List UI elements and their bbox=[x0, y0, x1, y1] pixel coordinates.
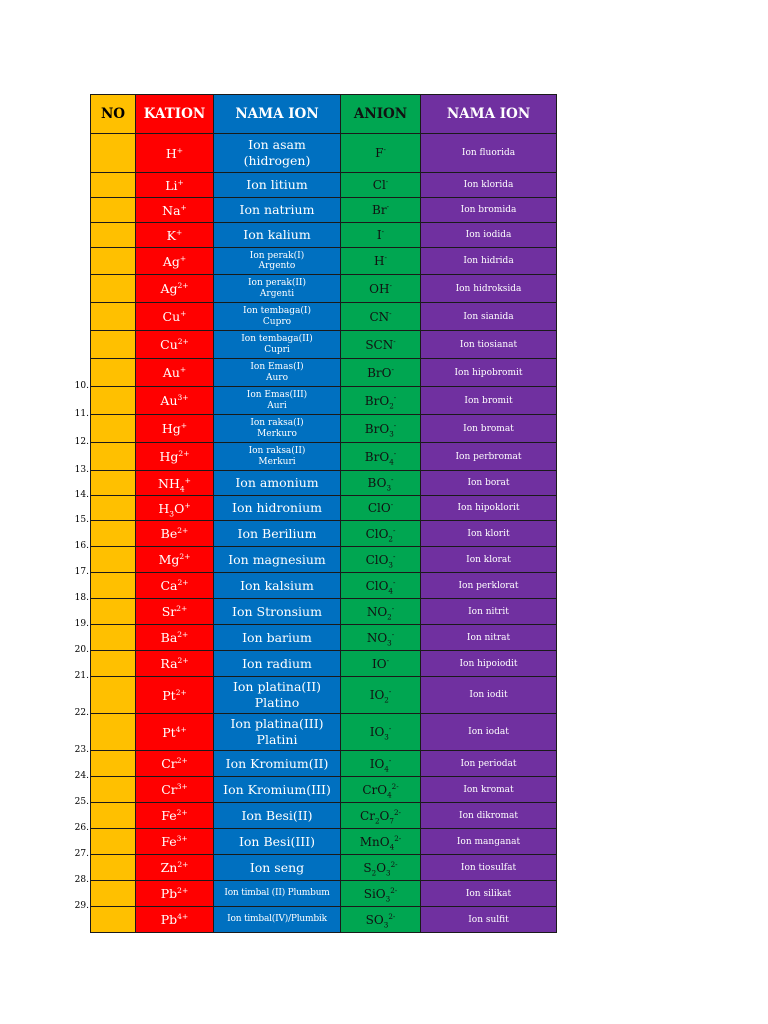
cell-kation: Li+ bbox=[136, 173, 214, 198]
header-nama-ion-kation: NAMA ION bbox=[214, 95, 341, 134]
cell-no bbox=[91, 714, 136, 751]
cell-no bbox=[91, 751, 136, 777]
cell-nama-ion-kation: Ion magnesium bbox=[214, 547, 341, 573]
row-number: 18. bbox=[74, 593, 89, 603]
cell-no bbox=[91, 415, 136, 443]
cell-nama-ion-anion: Ion bromida bbox=[421, 198, 557, 223]
cell-no bbox=[91, 223, 136, 248]
cell-kation: $Cr^{2+}$ bbox=[136, 751, 214, 777]
ion-table bbox=[90, 94, 557, 933]
cell-nama-ion-anion: Ion nitrit bbox=[421, 599, 557, 625]
cell-no bbox=[91, 173, 136, 198]
cell-nama-ion-anion: Ion dikromat bbox=[421, 803, 557, 829]
row-number: 16. bbox=[74, 541, 89, 551]
cell-nama-ion-kation: Ion raksa(II) Merkuri bbox=[214, 443, 341, 471]
cell-anion: IO- bbox=[341, 651, 421, 677]
table-row bbox=[91, 599, 557, 625]
cell-no bbox=[91, 359, 136, 387]
cell-kation: $Ra^{2+}$ bbox=[136, 651, 214, 677]
row-number: 26. bbox=[74, 823, 89, 833]
cell-nama-ion-kation: Ion platina(III) Platini bbox=[214, 714, 341, 751]
cell-kation: $Sr^{2+}$ bbox=[136, 599, 214, 625]
table-row bbox=[91, 387, 557, 415]
cell-nama-ion-kation: Ion Berilium bbox=[214, 521, 341, 547]
cell-nama-ion-anion: Ion hidrida bbox=[421, 248, 557, 275]
cell-anion: $IO_2^-$ bbox=[341, 677, 421, 714]
cell-anion: BrO- bbox=[341, 359, 421, 387]
cell-anion: BrO$_2$- bbox=[341, 387, 421, 415]
cell-anion: OH- bbox=[341, 275, 421, 303]
table-row bbox=[91, 547, 557, 573]
cell-nama-ion-kation: Ion Emas(I) Auro bbox=[214, 359, 341, 387]
table-row bbox=[91, 881, 557, 907]
cell-kation: Na+ bbox=[136, 198, 214, 223]
cell-nama-ion-anion: Ion perbromat bbox=[421, 443, 557, 471]
cell-kation: H+ bbox=[136, 134, 214, 173]
cell-no bbox=[91, 881, 136, 907]
cell-nama-ion-anion: Ion iodida bbox=[421, 223, 557, 248]
cell-nama-ion-anion: Ion hipoiodit bbox=[421, 651, 557, 677]
cell-anion: $NO_3^-$ bbox=[341, 625, 421, 651]
cell-nama-ion-anion: Ion tiosulfat bbox=[421, 855, 557, 881]
cell-kation: $Pt^{2+}$ bbox=[136, 677, 214, 714]
cell-anion: F- bbox=[341, 134, 421, 173]
cell-kation: $Fe^{3+}$ bbox=[136, 829, 214, 855]
table-row bbox=[91, 198, 557, 223]
cell-no bbox=[91, 777, 136, 803]
cell-nama-ion-kation: Ion tembaga(I) Cupro bbox=[214, 303, 341, 331]
cell-no bbox=[91, 829, 136, 855]
cell-anion: $BO_3^-$ bbox=[341, 471, 421, 496]
cell-no bbox=[91, 331, 136, 359]
table-row bbox=[91, 855, 557, 881]
cell-no bbox=[91, 134, 136, 173]
header-kation: KATION bbox=[136, 95, 214, 134]
row-number: 24. bbox=[74, 771, 89, 781]
cell-anion: ClO$_4$- bbox=[341, 573, 421, 599]
cell-nama-ion-kation: Ion radium bbox=[214, 651, 341, 677]
cell-kation: K+ bbox=[136, 223, 214, 248]
header-no: NO bbox=[91, 95, 136, 134]
cell-kation: $Hg^{2+}$ bbox=[136, 443, 214, 471]
cell-anion: SiO$_3^{2-}$ bbox=[341, 881, 421, 907]
table-row bbox=[91, 573, 557, 599]
table-row bbox=[91, 714, 557, 751]
cell-no bbox=[91, 803, 136, 829]
cell-nama-ion-anion: Ion periodat bbox=[421, 751, 557, 777]
table-row bbox=[91, 521, 557, 547]
cell-no bbox=[91, 677, 136, 714]
row-number: 28. bbox=[74, 875, 89, 885]
cell-nama-ion-anion: Ion nitrat bbox=[421, 625, 557, 651]
cell-no bbox=[91, 521, 136, 547]
cell-anion: Cl- bbox=[341, 173, 421, 198]
cell-kation: $Fe^{2+}$ bbox=[136, 803, 214, 829]
cell-anion: I- bbox=[341, 223, 421, 248]
cell-nama-ion-kation: Ion platina(II) Platino bbox=[214, 677, 341, 714]
cell-kation: $Pt^{4+}$ bbox=[136, 714, 214, 751]
row-number: 17. bbox=[74, 567, 89, 577]
cell-nama-ion-kation: Ion hidronium bbox=[214, 496, 341, 521]
cell-nama-ion-anion: Ion iodat bbox=[421, 714, 557, 751]
cell-nama-ion-kation: Ion Besi(II) bbox=[214, 803, 341, 829]
cell-kation: $Mg^{2+}$ bbox=[136, 547, 214, 573]
cell-anion: ClO$_3$- bbox=[341, 547, 421, 573]
cell-nama-ion-anion: Ion iodit bbox=[421, 677, 557, 714]
cell-kation: $Pb^{4+}$ bbox=[136, 907, 214, 933]
cell-kation: $Ba^{2+}$ bbox=[136, 625, 214, 651]
cell-nama-ion-kation: Ion perak(II) Argenti bbox=[214, 275, 341, 303]
cell-kation: $NH_4^+$ bbox=[136, 471, 214, 496]
cell-anion: ClO$_2$- bbox=[341, 521, 421, 547]
cell-no bbox=[91, 573, 136, 599]
cell-nama-ion-kation: Ion tembaga(II) Cupri bbox=[214, 331, 341, 359]
cell-nama-ion-anion: Ion sulfit bbox=[421, 907, 557, 933]
cell-anion: SCN- bbox=[341, 331, 421, 359]
row-number: 11. bbox=[74, 409, 89, 419]
cell-nama-ion-anion: Ion hidroksida bbox=[421, 275, 557, 303]
row-number: 23. bbox=[74, 745, 89, 755]
row-number: 15. bbox=[74, 515, 89, 525]
cell-nama-ion-anion: Ion hipoklorit bbox=[421, 496, 557, 521]
cell-kation: $H_3O^+$ bbox=[136, 496, 214, 521]
table-row bbox=[91, 803, 557, 829]
row-number: 14. bbox=[74, 490, 89, 500]
cell-anion: $IO_3^-$ bbox=[341, 714, 421, 751]
table-row bbox=[91, 777, 557, 803]
cell-nama-ion-kation: Ion Besi(III) bbox=[214, 829, 341, 855]
cell-anion: CrO$_4^{2-}$ bbox=[341, 777, 421, 803]
cell-anion: Br- bbox=[341, 198, 421, 223]
cell-anion: MnO$_4^{2-}$ bbox=[341, 829, 421, 855]
cell-no bbox=[91, 248, 136, 275]
table-row bbox=[91, 248, 557, 275]
cell-nama-ion-kation: Ion barium bbox=[214, 625, 341, 651]
cell-nama-ion-anion: Ion silikat bbox=[421, 881, 557, 907]
cell-anion: $Cr_2O_7^{2-}$ bbox=[341, 803, 421, 829]
cell-no bbox=[91, 496, 136, 521]
cell-kation: $Zn^{2+}$ bbox=[136, 855, 214, 881]
cell-nama-ion-kation: Ion litium bbox=[214, 173, 341, 198]
cell-no bbox=[91, 443, 136, 471]
table-row bbox=[91, 173, 557, 198]
cell-no bbox=[91, 855, 136, 881]
row-number: 27. bbox=[74, 849, 89, 859]
table-row bbox=[91, 496, 557, 521]
cell-kation: $Be^{2+}$ bbox=[136, 521, 214, 547]
cell-kation: $Au^{3+}$ bbox=[136, 387, 214, 415]
cell-anion: BrO$_4$- bbox=[341, 443, 421, 471]
cell-anion: BrO$_3$- bbox=[341, 415, 421, 443]
row-number: 10. bbox=[74, 381, 89, 391]
table-row bbox=[91, 907, 557, 933]
cell-nama-ion-anion: Ion perklorat bbox=[421, 573, 557, 599]
cell-nama-ion-kation: Ion Emas(III) Auri bbox=[214, 387, 341, 415]
row-number: 21. bbox=[74, 671, 89, 681]
row-number: 20. bbox=[74, 645, 89, 655]
table-row bbox=[91, 677, 557, 714]
table-row bbox=[91, 331, 557, 359]
cell-nama-ion-anion: Ion klorat bbox=[421, 547, 557, 573]
cell-anion: H- bbox=[341, 248, 421, 275]
cell-no bbox=[91, 907, 136, 933]
row-number: 12. bbox=[74, 437, 89, 447]
cell-anion: $IO_4^-$ bbox=[341, 751, 421, 777]
cell-no bbox=[91, 275, 136, 303]
cell-anion: $S_2O_3^{2-}$ bbox=[341, 855, 421, 881]
cell-kation: $Pb^{2+}$ bbox=[136, 881, 214, 907]
cell-nama-ion-kation: Ion timbal (II) Plumbum bbox=[214, 881, 341, 907]
cell-no bbox=[91, 651, 136, 677]
row-number: 25. bbox=[74, 797, 89, 807]
table-row bbox=[91, 275, 557, 303]
cell-no bbox=[91, 303, 136, 331]
table-row bbox=[91, 751, 557, 777]
cell-nama-ion-anion: Ion sianida bbox=[421, 303, 557, 331]
cell-nama-ion-kation: Ion raksa(I) Merkuro bbox=[214, 415, 341, 443]
cell-anion: ClO- bbox=[341, 496, 421, 521]
table-row bbox=[91, 303, 557, 331]
header-anion: ANION bbox=[341, 95, 421, 134]
cell-nama-ion-anion: Ion fluorida bbox=[421, 134, 557, 173]
cell-no bbox=[91, 198, 136, 223]
table-row bbox=[91, 223, 557, 248]
cell-nama-ion-anion: Ion tiosianat bbox=[421, 331, 557, 359]
cell-nama-ion-kation: Ion timbal(IV)/Plumbik bbox=[214, 907, 341, 933]
cell-nama-ion-anion: Ion klorida bbox=[421, 173, 557, 198]
cell-kation: Au+ bbox=[136, 359, 214, 387]
table-row bbox=[91, 651, 557, 677]
cell-nama-ion-kation: Ion kalium bbox=[214, 223, 341, 248]
cell-anion: $SO_3^{2-}$ bbox=[341, 907, 421, 933]
cell-no bbox=[91, 471, 136, 496]
table-row bbox=[91, 471, 557, 496]
cell-nama-ion-anion: Ion hipobromit bbox=[421, 359, 557, 387]
row-number: 22. bbox=[74, 708, 89, 718]
row-number: 29. bbox=[74, 901, 89, 911]
header-nama-ion-anion: NAMA ION bbox=[421, 95, 557, 134]
table-row bbox=[91, 829, 557, 855]
table-body bbox=[91, 134, 557, 933]
cell-nama-ion-anion: Ion borat bbox=[421, 471, 557, 496]
cell-no bbox=[91, 625, 136, 651]
cell-kation: Hg+ bbox=[136, 415, 214, 443]
table-row bbox=[91, 443, 557, 471]
row-number: 13. bbox=[74, 465, 89, 475]
cell-nama-ion-kation: Ion amonium bbox=[214, 471, 341, 496]
cell-nama-ion-anion: Ion bromit bbox=[421, 387, 557, 415]
cell-kation: $Cu^{2+}$ bbox=[136, 331, 214, 359]
cell-nama-ion-kation: Ion kalsium bbox=[214, 573, 341, 599]
header-row bbox=[91, 95, 557, 134]
cell-no bbox=[91, 599, 136, 625]
row-number: 19. bbox=[74, 619, 89, 629]
cell-nama-ion-kation: Ion seng bbox=[214, 855, 341, 881]
cell-nama-ion-kation: Ion perak(I) Argento bbox=[214, 248, 341, 275]
cell-kation: $Ca^{2+}$ bbox=[136, 573, 214, 599]
cell-anion: CN- bbox=[341, 303, 421, 331]
cell-nama-ion-anion: Ion manganat bbox=[421, 829, 557, 855]
table-row bbox=[91, 415, 557, 443]
table-row bbox=[91, 359, 557, 387]
table-row bbox=[91, 625, 557, 651]
cell-no bbox=[91, 547, 136, 573]
cell-kation: Cu+ bbox=[136, 303, 214, 331]
cell-anion: $NO_2^-$ bbox=[341, 599, 421, 625]
cell-nama-ion-kation: Ion asam (hidrogen) bbox=[214, 134, 341, 173]
cell-kation: $Ag^{2+}$ bbox=[136, 275, 214, 303]
cell-nama-ion-kation: Ion Kromium(III) bbox=[214, 777, 341, 803]
cell-kation: $Cr^{3+}$ bbox=[136, 777, 214, 803]
cell-no bbox=[91, 387, 136, 415]
cell-nama-ion-anion: Ion bromat bbox=[421, 415, 557, 443]
cell-nama-ion-anion: Ion kromat bbox=[421, 777, 557, 803]
cell-nama-ion-kation: Ion Stronsium bbox=[214, 599, 341, 625]
cell-nama-ion-kation: Ion Kromium(II) bbox=[214, 751, 341, 777]
cell-nama-ion-anion: Ion klorit bbox=[421, 521, 557, 547]
table-row bbox=[91, 134, 557, 173]
cell-kation: Ag+ bbox=[136, 248, 214, 275]
cell-nama-ion-kation: Ion natrium bbox=[214, 198, 341, 223]
